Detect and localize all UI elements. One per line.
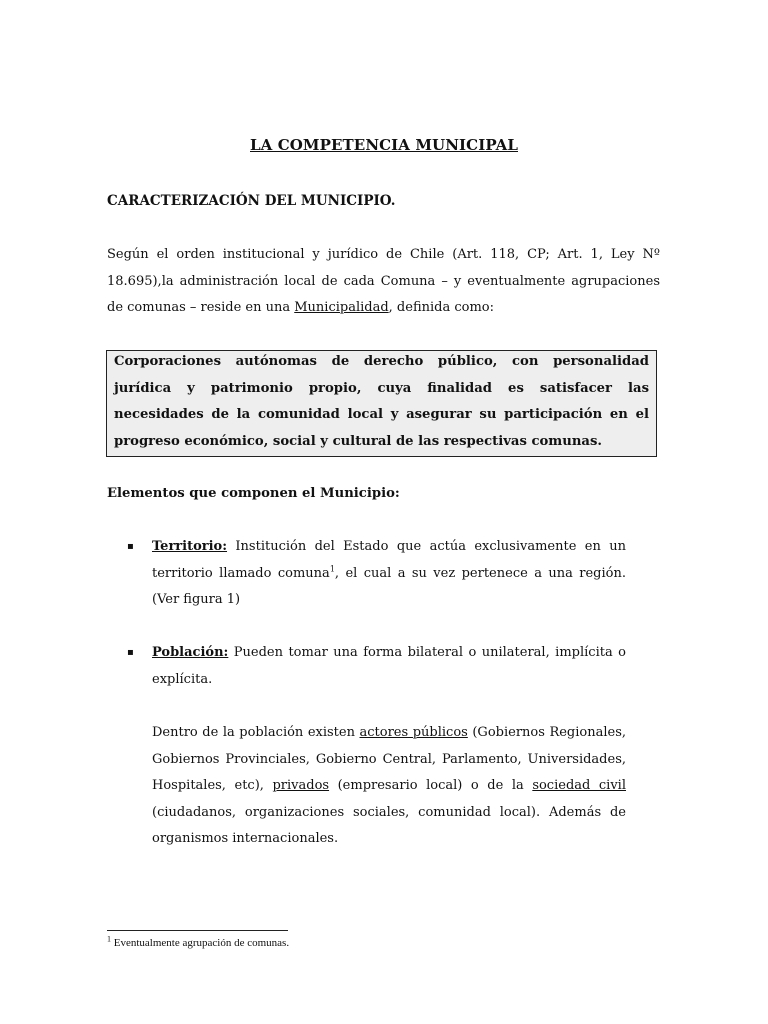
intro-text-part1: Según el orden institucional y jurídico de Chile (Art. 118, CP; Art. 1, Ley Nº 18.695),la administración local de cada Comuna – y eventualmente agrupaciones de comunas – reside en una	[107, 247, 660, 315]
footnote-text: Eventualmente agrupación de comunas.	[111, 937, 290, 949]
poblacion-text: Pueden tomar una forma bilateral o unilateral, implícita o explícita.	[152, 645, 626, 687]
territorio-text-2: , el cual a su vez pertenece a una región. (Ver figura 1)	[152, 565, 626, 607]
term-territorio: Territorio:	[152, 539, 228, 554]
elements-heading: Elementos que componen el Municipio:	[107, 486, 400, 501]
sociedad-civil-term: sociedad civil	[532, 778, 626, 793]
bullet-territorio	[152, 534, 626, 614]
population-paragraph	[152, 720, 626, 853]
pop-text-4: (ciudadanos, organizaciones sociales, comunidad local). Además de organismos internacionales.	[152, 804, 626, 846]
privados-term: privados	[272, 778, 330, 793]
definition-box	[106, 350, 657, 457]
footnote-marker: 1	[107, 934, 111, 944]
pop-text-1: Dentro de la población existen	[152, 725, 360, 740]
territorio-text-1: Institución del Estado que actúa exclusivamente en un territorio llamado comuna	[152, 539, 626, 581]
actores-publicos-term: actores públicos	[359, 725, 468, 740]
footnote	[107, 934, 290, 949]
bullet-icon: ▪	[127, 541, 134, 552]
page-title: LA COMPETENCIA MUNICIPAL	[250, 136, 518, 154]
section-heading: CARACTERIZACIÓN DEL MUNICIPIO.	[107, 193, 396, 209]
footnote-divider	[107, 930, 288, 931]
footnote-ref[interactable]: 1	[329, 564, 335, 574]
pop-text-3: (empresario local) o de la	[329, 778, 533, 793]
definition-text: Corporaciones autónomas de derecho público, con personalidad jurídica y patrimonio propio, cuya finalidad es satisfacer las necesidades de la comunidad local y asegurar su participación en el progreso económico, social y cultural de las respectivas comunas.	[114, 354, 649, 449]
term-poblacion: Población:	[152, 645, 229, 660]
bullet-poblacion	[152, 640, 626, 693]
intro-text-part2: , definida como:	[388, 300, 494, 315]
intro-paragraph	[107, 242, 660, 322]
municipalidad-term: Municipalidad	[294, 300, 389, 315]
bullet-icon: ▪	[127, 647, 134, 658]
pop-text-2: (Gobiernos Regionales, Gobiernos Provinciales, Gobierno Central, Parlamento, Universidades, Hospitales, etc),	[152, 725, 627, 793]
